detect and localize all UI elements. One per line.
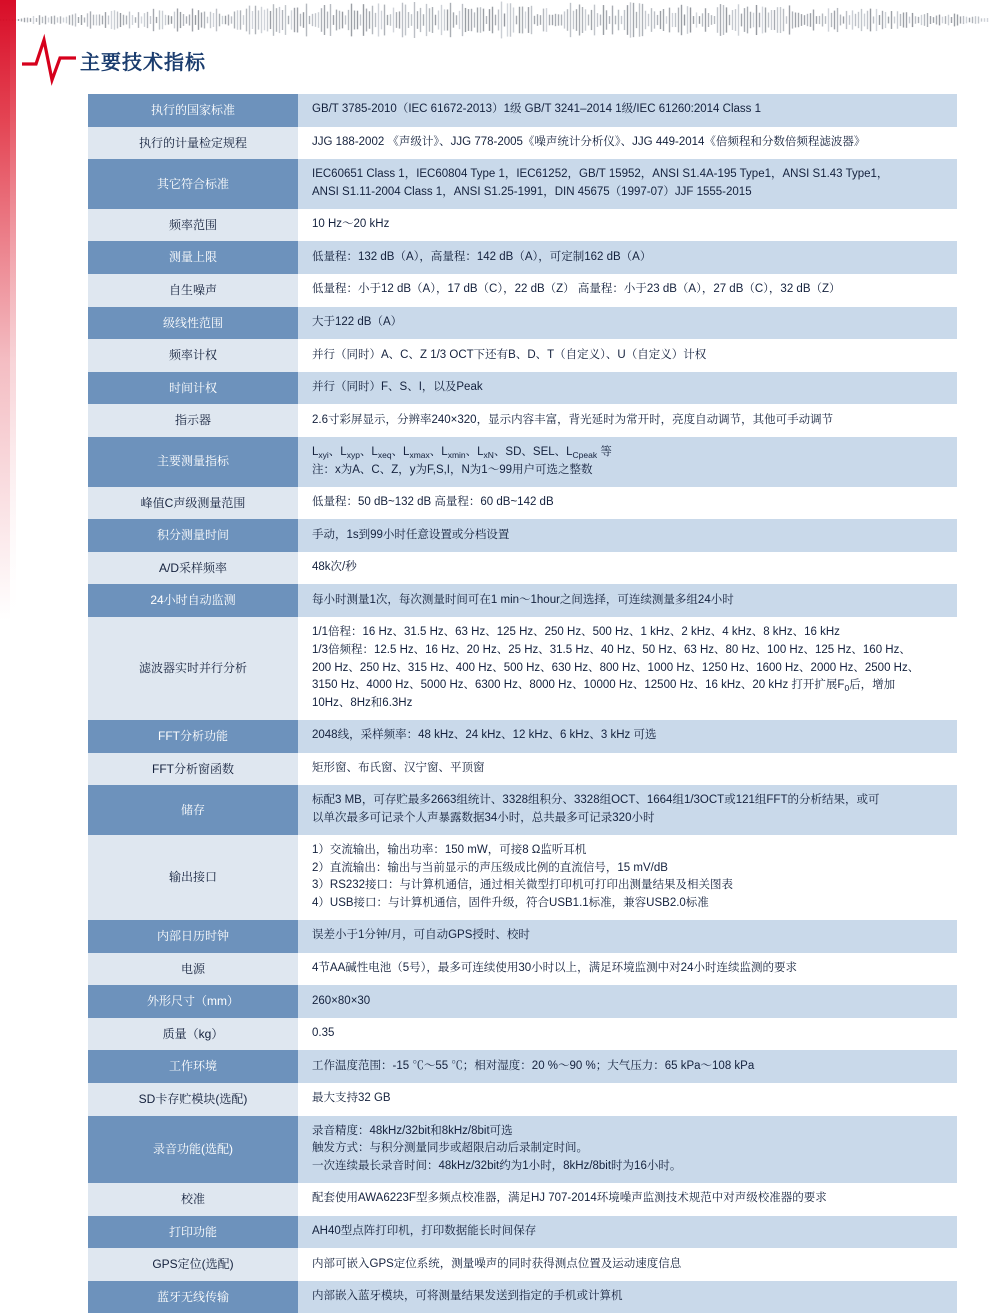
spec-row xyxy=(88,372,957,405)
spec-row xyxy=(88,1183,957,1216)
spec-row-label: 频率范围 xyxy=(88,209,298,242)
spec-value-line: GB/T 3785-2010（IEC 61672-2013）1级 GB/T 3241–2014 1级/IEC 61260:2014 Class 1 xyxy=(312,103,761,116)
spec-row-value xyxy=(298,920,957,953)
spec-row-value xyxy=(298,437,957,487)
spec-row-value xyxy=(298,94,957,127)
spec-value-line: 2）直流输出：输出与当前显示的声压级成比例的直流信号，15 mV/dB xyxy=(312,861,668,874)
spec-row-value xyxy=(298,720,957,753)
spec-row-value xyxy=(298,209,957,242)
spec-row-label: 校准 xyxy=(88,1183,298,1216)
spec-row xyxy=(88,985,957,1018)
specifications-table xyxy=(88,94,957,1313)
spec-row xyxy=(88,1018,957,1051)
spec-value-line: 并行（同时）F、S、I，以及Peak xyxy=(312,381,483,394)
spec-row-value xyxy=(298,1018,957,1051)
spec-row-label: 储存 xyxy=(88,785,298,835)
spec-value-line: $L_{xyi}$、$L_{xyp}$、$L_{xeq}$、$L_{xmax}$、$L_{xmin}$、$L_{xN}$、SD、SEL、$L_{Cpeak}$ 等 xyxy=(312,445,612,460)
spec-row xyxy=(88,1216,957,1249)
spec-row-value xyxy=(298,307,957,340)
spec-row-label: 时间计权 xyxy=(88,372,298,405)
spec-row-label: FFT分析功能 xyxy=(88,720,298,753)
spec-value-line: 大于122 dB（A） xyxy=(312,315,403,328)
spec-row xyxy=(88,1116,957,1183)
spec-row-label: FFT分析窗函数 xyxy=(88,753,298,786)
spec-value-line: 并行（同时）A、C、Z 1/3 OCT下还有B、D、T（自定义）、U（自定义）计权 xyxy=(312,348,707,361)
spec-row-value xyxy=(298,1248,957,1281)
spec-row xyxy=(88,487,957,520)
spec-value-line: 内部嵌入蓝牙模块，可将测量结果发送到指定的手机或计算机 xyxy=(312,1290,623,1303)
spec-row-value xyxy=(298,159,957,209)
spec-row-value xyxy=(298,519,957,552)
spec-row-label: 主要测量指标 xyxy=(88,437,298,487)
spec-row xyxy=(88,584,957,617)
spec-value-line: 10 Hz～20 kHz xyxy=(312,218,390,231)
spec-row-value xyxy=(298,552,957,585)
spec-row-label: 峰值C声级测量范围 xyxy=(88,487,298,520)
spec-value-line: 误差小于1分钟/月，可自动GPS授时、校时 xyxy=(312,929,530,942)
spec-row-label: 录音功能(选配) xyxy=(88,1116,298,1183)
spec-row xyxy=(88,753,957,786)
spec-value-line: 配套使用AWA6223F型多频点校准器，满足HJ 707-2014环境噪声监测技术规范中对声级校准器的要求 xyxy=(312,1192,827,1205)
page-title: 主要技术指标 xyxy=(80,51,206,74)
spec-row-value xyxy=(298,1116,957,1183)
spec-value-line: 录音精度：48kHz/32bit和8kHz/8bit可选 xyxy=(312,1124,513,1137)
spec-value-line: 每小时测量1次，每次测量时间可在1 min～1hour之间选择，可连续测量多组24小时 xyxy=(312,593,734,606)
spec-row-value xyxy=(298,584,957,617)
spec-row xyxy=(88,785,957,835)
spec-row xyxy=(88,617,957,720)
spec-row-value xyxy=(298,1216,957,1249)
spec-row-value xyxy=(298,1183,957,1216)
spec-row-label: 其它符合标准 xyxy=(88,159,298,209)
spec-row xyxy=(88,1083,957,1116)
spec-row xyxy=(88,127,957,160)
spec-row xyxy=(88,552,957,585)
spec-row xyxy=(88,835,957,920)
spec-value-line: 低量程：小于12 dB（A），17 dB（C），22 dB（Z） 高量程：小于23 dB（A），27 dB（C），32 dB（Z） xyxy=(312,283,841,296)
spec-value-line: 4节AA碱性电池（5号），最多可连续使用30小时以上，满足环境监测中对24小时连续监测的要求 xyxy=(312,962,797,975)
spec-value-line: 触发方式：与积分测量同步或超限启动后录制定时间。 xyxy=(312,1142,588,1155)
spec-row-label: 打印功能 xyxy=(88,1216,298,1249)
spec-row xyxy=(88,720,957,753)
spec-value-line: 手动，1s到99小时任意设置或分档设置 xyxy=(312,528,510,541)
spec-row-label: 滤波器实时并行分析 xyxy=(88,617,298,720)
spec-row-value xyxy=(298,953,957,986)
spec-value-line: 4）USB接口：与计算机通信，固件升级，符合USB1.1标准，兼容USB2.0标准 xyxy=(312,897,709,910)
spec-value-line: 矩形窗、布氏窗、汉宁窗、平顶窗 xyxy=(312,762,485,775)
spec-row xyxy=(88,94,957,127)
spec-row-value xyxy=(298,127,957,160)
spec-row-label: 频率计权 xyxy=(88,339,298,372)
spec-row-value xyxy=(298,617,957,720)
spec-row xyxy=(88,953,957,986)
spec-row-value xyxy=(298,339,957,372)
spec-row xyxy=(88,1050,957,1083)
spec-value-line: 10Hz、8Hz和6.3Hz xyxy=(312,697,413,710)
spec-row-value xyxy=(298,404,957,437)
spec-value-line: 2.6寸彩屏显示，分辨率240×320，显示内容丰富，背光延时为常开时，亮度自动调节，其他可手动调节 xyxy=(312,413,834,426)
spec-row xyxy=(88,437,957,487)
spec-value-line: 一次连续最长录音时间：48kHz/32bit约为1小时，8kHz/8bit时为16小时。 xyxy=(312,1160,682,1173)
spec-row-label: 质量（kg） xyxy=(88,1018,298,1051)
spec-row-label: 蓝牙无线传输 xyxy=(88,1281,298,1313)
left-accent-fade xyxy=(10,0,16,1226)
spec-row xyxy=(88,519,957,552)
spec-value-line: 1）交流输出，输出功率：150 mW，可接8 Ω监听耳机 xyxy=(312,843,587,856)
spec-row-value xyxy=(298,1050,957,1083)
spec-row xyxy=(88,920,957,953)
spec-value-line: 注：x为A、C、Z，y为F,S,I，N为1～99用户可选之整数 xyxy=(312,463,593,476)
spec-row xyxy=(88,339,957,372)
spec-value-line: 内部可嵌入GPS定位系统，测量噪声的同时获得测点位置及运动速度信息 xyxy=(312,1257,682,1270)
spec-row xyxy=(88,307,957,340)
spec-row-label: 输出接口 xyxy=(88,835,298,920)
spec-value-line: JJG 188-2002 《声级计》、JJG 778-2005《噪声统计分析仪》、JJG 449-2014《倍频程和分数倍频程滤波器》 xyxy=(312,135,866,148)
spec-row-label: 外形尺寸（mm） xyxy=(88,985,298,1018)
spec-row-label: A/D采样频率 xyxy=(88,552,298,585)
spec-value-line: 以单次最多可记录个人声暴露数据34小时，总共最多可记录320小时 xyxy=(312,812,655,825)
spec-value-line: 1/1倍程：16 Hz、31.5 Hz、63 Hz、125 Hz、250 Hz、500 Hz、1 kHz、2 kHz、4 kHz、8 kHz、16 kHz xyxy=(312,625,840,638)
pulse-mark-icon xyxy=(20,34,78,86)
spec-value-line: 200 Hz、250 Hz、315 Hz、400 Hz、500 Hz、630 Hz、800 Hz、1000 Hz、1250 Hz、1600 Hz、2000 Hz、2500 Hz、 xyxy=(312,661,920,674)
spec-value-line: 2048线，采样频率：48 kHz、24 kHz、12 kHz、6 kHz、3 kHz 可选 xyxy=(312,729,657,742)
spec-row-label: 测量上限 xyxy=(88,241,298,274)
spec-row-label: 内部日历时钟 xyxy=(88,920,298,953)
spec-row-label: 电源 xyxy=(88,953,298,986)
spec-value-line: AH40型点阵打印机，打印数据能长时间保存 xyxy=(312,1225,537,1238)
spec-row xyxy=(88,404,957,437)
spec-value-line: 工作温度范围：-15 ℃～55 ℃；相对湿度：20 %～90 %；大气压力：65 kPa～108 kPa xyxy=(312,1059,755,1072)
spec-row xyxy=(88,241,957,274)
spec-row-label: 工作环境 xyxy=(88,1050,298,1083)
spec-row xyxy=(88,209,957,242)
spec-row-value xyxy=(298,785,957,835)
spec-row-value xyxy=(298,241,957,274)
spec-row-label: 自生噪声 xyxy=(88,274,298,307)
spec-value-line: ANSI S1.11-2004 Class 1，ANSI S1.25-1991，DIN 45675（1997-07）JJF 1555-2015 xyxy=(312,186,752,198)
spec-value-line: 低量程：132 dB（A），高量程：142 dB（A），可定制162 dB（A） xyxy=(312,250,652,263)
spec-value-line: 低量程：50 dB~132 dB 高量程：60 dB~142 dB xyxy=(312,495,554,508)
spec-value-line: 标配3 MB，可存贮最多2663组统计、3328组积分、3328组OCT、1664组1/3OCT或121组FFT的分析结果，或可 xyxy=(312,794,880,807)
spec-row-value xyxy=(298,487,957,520)
spec-row-label: 执行的国家标准 xyxy=(88,94,298,127)
spec-value-line: 48k次/秒 xyxy=(312,561,357,574)
spec-row-label: GPS定位(选配) xyxy=(88,1248,298,1281)
spec-row-value xyxy=(298,753,957,786)
spec-row xyxy=(88,1248,957,1281)
spec-row-label: 指示器 xyxy=(88,404,298,437)
spec-row-value xyxy=(298,985,957,1018)
spec-value-line: 260×80×30 xyxy=(312,994,371,1007)
spec-value-line: 3）RS232接口：与计算机通信，通过相关微型打印机可打印出测量结果及相关图表 xyxy=(312,879,734,892)
spec-row xyxy=(88,159,957,209)
spec-row-value xyxy=(298,274,957,307)
spec-row-label: 级线性范围 xyxy=(88,307,298,340)
spec-row-label: 24小时自动监测 xyxy=(88,584,298,617)
spec-row-label: 执行的计量检定规程 xyxy=(88,127,298,160)
page-heading xyxy=(20,34,206,86)
spec-row-label: 积分测量时间 xyxy=(88,519,298,552)
spec-value-line: 0.35 xyxy=(312,1027,335,1040)
spec-value-line: 最大支持32 GB xyxy=(312,1092,391,1105)
spec-value-line: IEC60651 Class 1，IEC60804 Type 1，IEC61252，GB/T 15952，ANSI S1.4A-195 Type1，ANSI S1.43 Type1， xyxy=(312,168,889,181)
spec-row-value xyxy=(298,1083,957,1116)
spec-row-value xyxy=(298,1281,957,1313)
spec-value-line: 1/3倍频程：12.5 Hz、16 Hz、20 Hz、25 Hz、31.5 Hz、40 Hz、50 Hz、63 Hz、80 Hz、100 Hz、125 Hz、160 Hz、 xyxy=(312,643,911,656)
spec-row-label: SD卡存贮模块(选配) xyxy=(88,1083,298,1116)
spec-row-value xyxy=(298,372,957,405)
spec-value-line: 3150 Hz、4000 Hz、5000 Hz、6300 Hz、8000 Hz、10000 Hz、12500 Hz、16 kHz、20 kHz 打开扩展$F_0$后，增加 xyxy=(312,679,896,694)
spec-row xyxy=(88,1281,957,1313)
spec-row xyxy=(88,274,957,307)
spec-row-value xyxy=(298,835,957,920)
